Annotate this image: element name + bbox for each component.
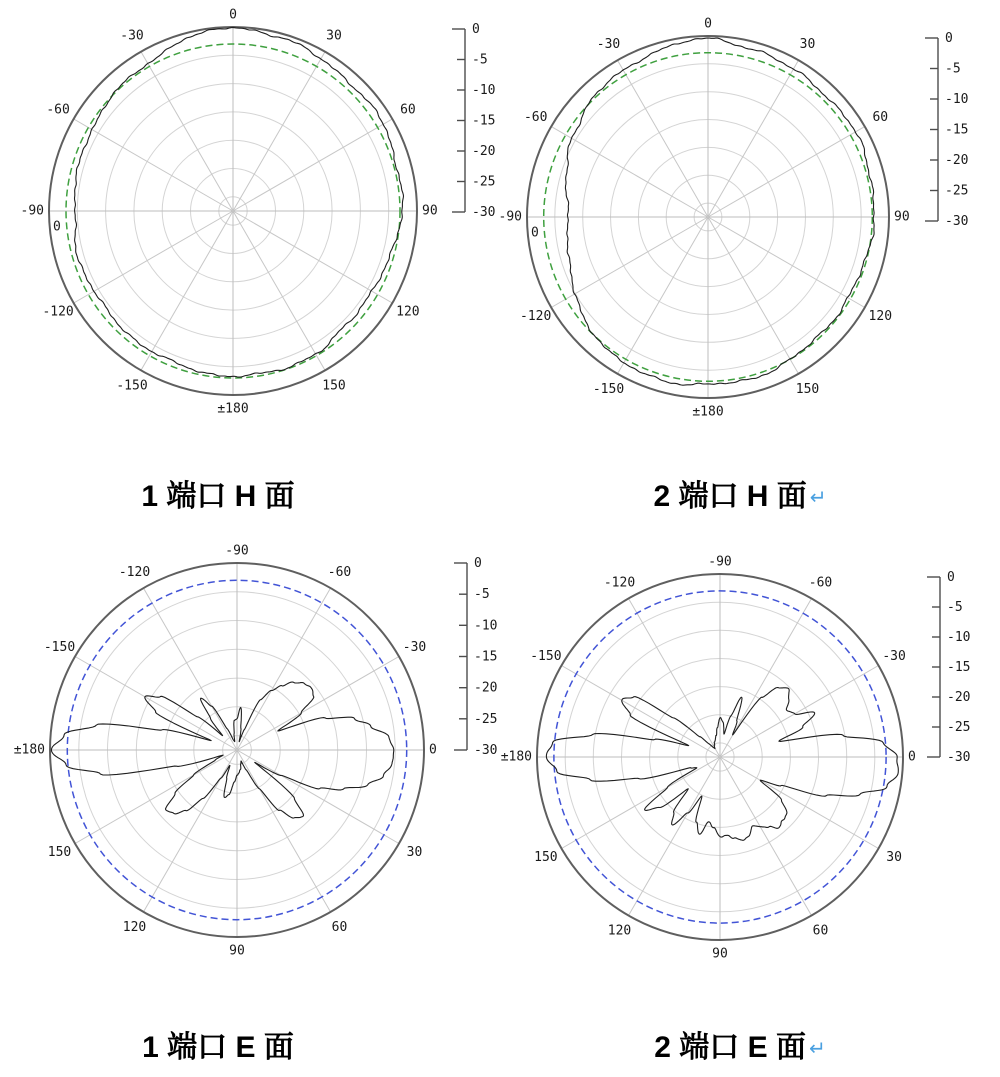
- svg-text:-90: -90: [708, 554, 732, 570]
- svg-text:-120: -120: [520, 309, 552, 324]
- svg-text:150: 150: [795, 381, 820, 397]
- polar-grid: [527, 36, 889, 398]
- svg-text:-5: -5: [945, 61, 961, 77]
- svg-text:-5: -5: [947, 600, 963, 615]
- svg-text:90: 90: [422, 203, 438, 219]
- svg-text:±180: ±180: [692, 404, 724, 420]
- polar-plot-port2-h-plane: [499, 17, 969, 420]
- svg-text:-20: -20: [474, 680, 498, 696]
- svg-text:0: 0: [947, 570, 955, 585]
- svg-text:-120: -120: [42, 304, 74, 320]
- svg-text:-30: -30: [945, 214, 969, 229]
- svg-text:60: 60: [812, 923, 829, 939]
- svg-text:±180: ±180: [13, 742, 45, 758]
- svg-text:-60: -60: [808, 575, 833, 591]
- svg-text:-20: -20: [472, 144, 496, 159]
- svg-text:-10: -10: [472, 83, 496, 98]
- svg-text:120: 120: [396, 304, 420, 320]
- polar-plot-port1-e-plane: [14, 544, 498, 959]
- svg-text:30: 30: [326, 28, 342, 44]
- svg-text:150: 150: [534, 850, 558, 865]
- svg-text:60: 60: [331, 920, 348, 935]
- svg-text:-90: -90: [20, 203, 44, 219]
- svg-text:0: 0: [474, 556, 482, 571]
- svg-text:30: 30: [406, 845, 423, 860]
- return-mark-icon: ↵: [809, 487, 827, 509]
- svg-text:-10: -10: [945, 92, 969, 107]
- svg-text:-15: -15: [474, 649, 498, 665]
- svg-text:-20: -20: [945, 153, 969, 168]
- svg-text:60: 60: [400, 102, 416, 118]
- svg-text:30: 30: [799, 37, 816, 53]
- svg-text:-120: -120: [603, 575, 636, 591]
- svg-text:-25: -25: [945, 183, 969, 199]
- svg-text:-60: -60: [327, 565, 352, 580]
- svg-text:-30: -30: [472, 205, 496, 220]
- svg-text:±180: ±180: [217, 401, 249, 417]
- db-scale: [452, 22, 495, 220]
- svg-text:-150: -150: [592, 381, 625, 397]
- svg-text:-10: -10: [474, 618, 498, 634]
- db-scale: [925, 31, 968, 229]
- svg-text:-90: -90: [498, 209, 522, 225]
- svg-text:90: 90: [894, 209, 910, 225]
- return-mark-icon: ↵: [808, 1038, 826, 1060]
- svg-text:0: 0: [472, 22, 480, 37]
- caption-text: 1 端口 E 面: [142, 1031, 294, 1064]
- svg-text:-30: -30: [596, 37, 621, 53]
- caption-port2-e-plane: [654, 1030, 825, 1067]
- caption-text: 2 端口 H 面: [653, 480, 807, 513]
- svg-text:-30: -30: [947, 750, 971, 765]
- svg-text:90: 90: [229, 943, 245, 959]
- caption-port1-h-plane: [141, 479, 294, 515]
- svg-text:0: 0: [908, 749, 916, 765]
- svg-text:-30: -30: [474, 743, 498, 758]
- svg-text:120: 120: [122, 920, 147, 935]
- svg-text:-60: -60: [46, 102, 70, 118]
- svg-text:-150: -150: [43, 640, 76, 655]
- svg-text:-150: -150: [116, 378, 148, 394]
- polar-plot-port1-h-plane: [21, 8, 496, 417]
- angle-labels: [501, 555, 916, 962]
- svg-text:0: 0: [53, 219, 61, 235]
- svg-text:-30: -30: [882, 649, 906, 664]
- svg-text:150: 150: [322, 378, 346, 394]
- measured-trace: [565, 38, 874, 385]
- svg-text:-60: -60: [523, 110, 548, 125]
- svg-text:-15: -15: [472, 113, 496, 129]
- svg-text:-5: -5: [474, 587, 490, 603]
- angle-labels: [21, 8, 438, 417]
- db-scale: [927, 570, 970, 765]
- svg-text:90: 90: [712, 946, 728, 962]
- svg-text:0: 0: [229, 7, 237, 23]
- polar-grid: [47, 563, 427, 937]
- svg-text:-5: -5: [472, 52, 488, 68]
- svg-text:0: 0: [704, 16, 712, 32]
- svg-text:120: 120: [607, 923, 632, 939]
- svg-text:-15: -15: [945, 122, 969, 138]
- svg-text:-120: -120: [118, 565, 151, 580]
- polar-grid: [49, 27, 420, 395]
- svg-text:0: 0: [429, 742, 437, 758]
- svg-text:0: 0: [945, 31, 953, 46]
- svg-text:±180: ±180: [500, 749, 532, 765]
- svg-text:-10: -10: [947, 630, 971, 645]
- db-scale: [454, 556, 497, 758]
- caption-port2-h-plane: [653, 479, 826, 516]
- svg-text:0: 0: [531, 225, 539, 241]
- svg-text:30: 30: [886, 850, 902, 865]
- polar-grid: [537, 574, 906, 940]
- angle-labels: [14, 544, 437, 959]
- caption-port1-e-plane: [142, 1030, 294, 1066]
- svg-text:-15: -15: [947, 660, 971, 675]
- svg-text:-20: -20: [947, 690, 971, 705]
- measured-trace: [75, 28, 404, 378]
- polar-plot-port2-e-plane: [501, 555, 971, 962]
- svg-text:-25: -25: [474, 711, 498, 727]
- caption-text: 1 端口 H 面: [141, 480, 295, 513]
- svg-text:60: 60: [872, 110, 889, 125]
- caption-text: 2 端口 E 面: [654, 1031, 806, 1064]
- svg-text:120: 120: [868, 309, 893, 324]
- measured-trace: [546, 688, 898, 841]
- angle-labels: [499, 17, 910, 420]
- svg-text:-30: -30: [120, 28, 144, 44]
- svg-text:-25: -25: [947, 720, 971, 735]
- svg-text:150: 150: [47, 845, 72, 860]
- svg-text:-90: -90: [225, 543, 249, 559]
- svg-text:-25: -25: [472, 174, 496, 190]
- svg-text:-150: -150: [530, 649, 562, 664]
- svg-text:-30: -30: [402, 640, 427, 655]
